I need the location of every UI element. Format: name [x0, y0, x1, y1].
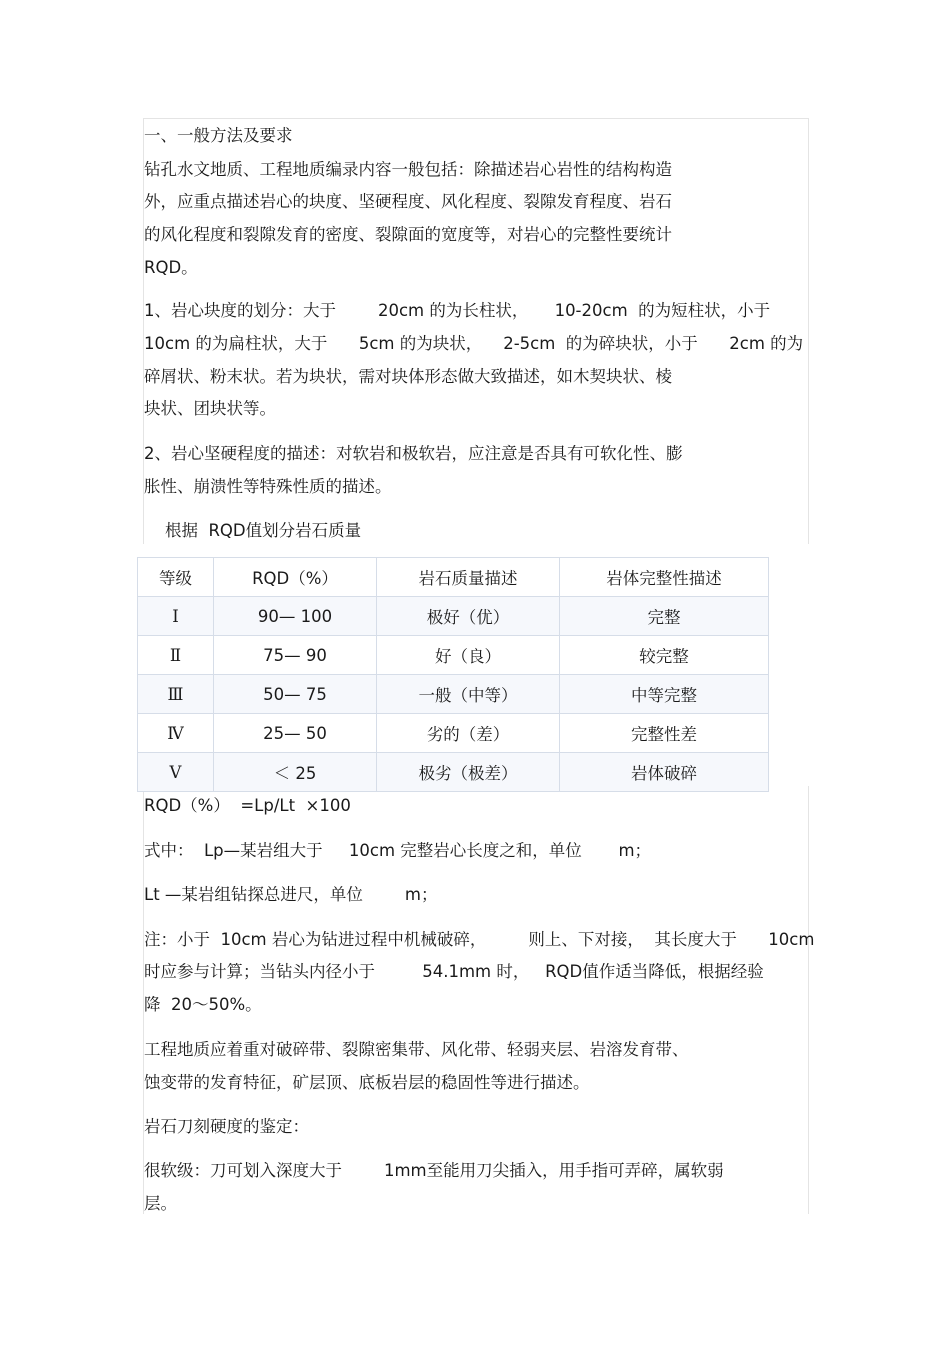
integrity-cell: 完整性差	[560, 714, 769, 753]
table-row	[138, 597, 769, 636]
rqd-cell: 25— 50	[214, 714, 377, 753]
table-header-row	[138, 558, 769, 597]
quality-cell: 一般（中等）	[377, 675, 560, 714]
rqd-cell: 75— 90	[214, 636, 377, 675]
quality-cell: 极劣（极差）	[377, 753, 560, 792]
grade-cell: Ⅳ	[138, 714, 214, 753]
where-lp: 式中： Lp—某岩组大于 10cm 完整岩心长度之和，单位 m；	[144, 841, 652, 860]
note-line: 注：小于 10cm 岩心为钻进过程中机械破碎， 则上、下对接， 其长度大于 10cm	[144, 930, 815, 949]
quality-cell: 极好（优）	[377, 597, 560, 636]
header-cell-quality: 岩石质量描述	[377, 558, 560, 597]
grade-cell: Ⅰ	[138, 597, 214, 636]
item1-line: 块状、团块状等。	[144, 399, 276, 418]
item2-line: 2、岩心坚硬程度的描述：对软岩和极软岩，应注意是否具有可软化性、膨	[144, 444, 683, 463]
hardness-title: 岩石刀刻硬度的鉴定：	[144, 1117, 309, 1136]
intro-line: RQD。	[144, 258, 198, 277]
rqd-cell: 50— 75	[214, 675, 377, 714]
table-row	[138, 636, 769, 675]
note-line: 时应参与计算；当钻头内径小于 54.1mm 时， RQD值作适当降低，根据经验	[144, 962, 764, 981]
section-title: 一、一般方法及要求	[144, 126, 293, 145]
table-row	[138, 714, 769, 753]
item1-line: 碎屑状、粉末状。若为块状，需对块体形态做大致描述，如木契块状、棱	[144, 367, 672, 386]
intro-line: 的风化程度和裂隙发育的密度、裂隙面的宽度等，对岩心的完整性要统计	[144, 225, 672, 244]
table-row	[138, 675, 769, 714]
grade-cell: Ⅲ	[138, 675, 214, 714]
rqd-cell: ＜ 25	[214, 753, 377, 792]
note-line: 降 20～50%。	[144, 995, 262, 1014]
integrity-cell: 完整	[560, 597, 769, 636]
header-cell-grade: 等级	[138, 558, 214, 597]
integrity-cell: 中等完整	[560, 675, 769, 714]
rqd-cell: 90— 100	[214, 597, 377, 636]
grade-cell: Ⅴ	[138, 753, 214, 792]
engineering-line: 蚀变带的发育特征，矿层顶、底板岩层的稳固性等进行描述。	[144, 1073, 590, 1092]
integrity-cell: 岩体破碎	[560, 753, 769, 792]
quality-cell: 劣的（差）	[377, 714, 560, 753]
grade-cell: Ⅱ	[138, 636, 214, 675]
item1-line: 10cm 的为扁柱状，大于 5cm 的为块状， 2-5cm 的为碎块状，小于 2cm 的为	[144, 334, 804, 353]
very-soft-line: 很软级：刀可划入深度大于 1mm至能用刀尖插入，用手指可弄碎，属软弱	[144, 1161, 724, 1180]
quality-cell: 好（良）	[377, 636, 560, 675]
item2-line: 胀性、崩溃性等特殊性质的描述。	[144, 477, 392, 496]
very-soft-line: 层。	[144, 1194, 177, 1213]
integrity-cell: 较完整	[560, 636, 769, 675]
where-lt: Lt —某岩组钻探总进尺，单位 m；	[144, 885, 438, 904]
item1-line: 1、岩心块度的划分：大于 20cm 的为长柱状， 10-20cm 的为短柱状，小于	[144, 301, 771, 320]
intro-line: 钻孔水文地质、工程地质编录内容一般包括：除描述岩心岩性的结构构造	[144, 160, 672, 179]
header-cell-integrity: 岩体完整性描述	[560, 558, 769, 597]
header-cell-rqd: RQD（%）	[214, 558, 377, 597]
intro-line: 外，应重点描述岩心的块度、坚硬程度、风化程度、裂隙发育程度、岩石	[144, 192, 672, 211]
table-title: 根据 RQD值划分岩石质量	[144, 521, 362, 540]
table-row	[138, 753, 769, 792]
engineering-line: 工程地质应着重对破碎带、裂隙密集带、风化带、轻弱夹层、岩溶发育带、	[144, 1040, 689, 1059]
rqd-formula: RQD（%） =Lp/Lt ×100	[144, 796, 351, 815]
rqd-classification-table	[137, 557, 769, 792]
